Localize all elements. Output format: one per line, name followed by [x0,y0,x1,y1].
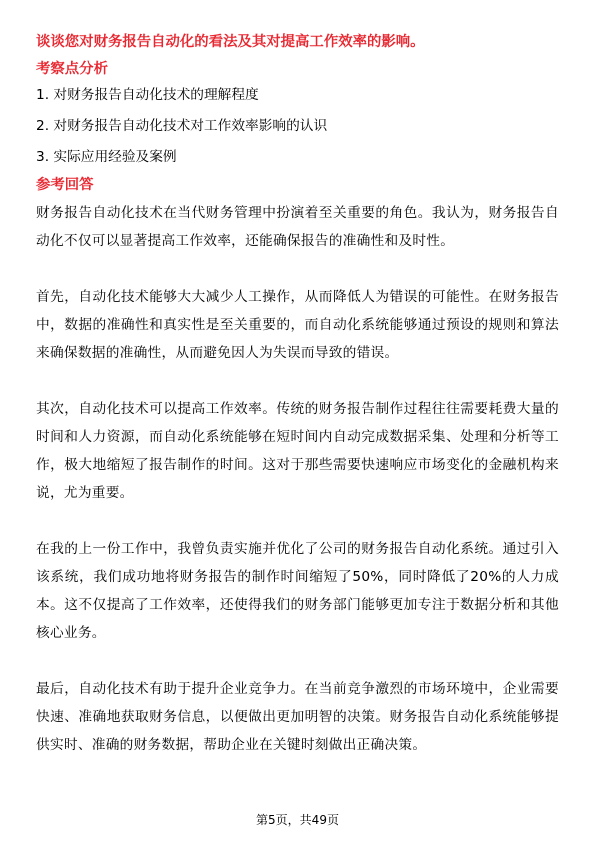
analysis-point: 1. 对财务报告自动化技术的理解程度 [36,87,259,103]
analysis-point-list [36,85,559,167]
answer-paragraph: 财务报告自动化技术在当代财务管理中扮演着至关重要的角色。我认为，财务报告自动化不仅可以显著提高工作效率，还能确保报告的准确性和及时性。 [36,205,559,249]
answer-paragraph: 其次，自动化技术可以提高工作效率。传统的财务报告制作过程往往需要耗费大量的时间和人力资源，而自动化系统能够在短时间内自动完成数据采集、处理和分析等工作，极大地缩短了报告制作的时间。这对于那些需要快速响应市场变化的金融机构来说，尤为重要。 [36,401,559,501]
answer-body [36,199,559,759]
answer-paragraph: 最后，自动化技术有助于提升企业竞争力。在当前竞争激烈的市场环境中，企业需要快速、准确地获取财务信息，以便做出更加明智的决策。财务报告自动化系统能够提供实时、准确的财务数据，帮助企业在关键时刻做出正确决策。 [36,681,559,753]
answer-paragraph: 首先，自动化技术能够大大减少人工操作，从而降低人为错误的可能性。在财务报告中，数据的准确性和真实性是至关重要的，而自动化系统能够通过预设的规则和算法来确保数据的准确性，从而避免因人为失误而导致的错误。 [36,289,559,361]
question-heading: 谈谈您对财务报告自动化的看法及其对提高工作效率的影响。 [36,34,425,50]
page-content [36,33,559,787]
analysis-title: 考察点分析 [36,61,108,77]
analysis-point: 3. 实际应用经验及案例 [36,149,177,165]
answer-paragraph: 在我的上一份工作中，我曾负责实施并优化了公司的财务报告自动化系统。通过引入该系统，我们成功地将财务报告的制作时间缩短了50%，同时降低了20%的人力成本。这不仅提高了工作效率，还使得我们的财务部门能够更加专注于数据分析和其他核心业务。 [36,541,559,641]
analysis-point: 2. 对财务报告自动化技术对工作效率影响的认识 [36,118,328,134]
page-number: 第5页，共49页 [256,813,339,827]
answer-title: 参考回答 [36,177,94,193]
